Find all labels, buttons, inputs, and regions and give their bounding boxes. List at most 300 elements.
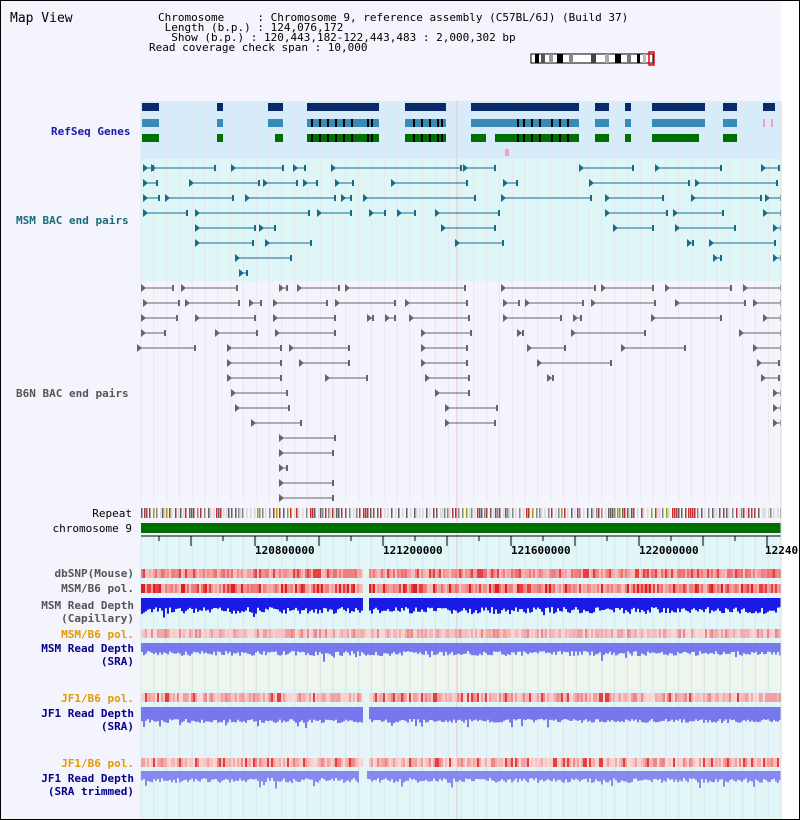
polymorphism-cell	[377, 584, 379, 593]
polymorphism-cell	[337, 629, 339, 638]
polymorphism-cell	[683, 569, 685, 578]
bac-end	[494, 165, 496, 171]
polymorphism-cell	[647, 569, 649, 578]
polymorphism-cell	[305, 758, 307, 767]
polymorphism-cell	[697, 693, 699, 702]
bac-end	[564, 345, 566, 351]
read-depth-bar	[175, 643, 177, 654]
polymorphism-cell	[603, 693, 605, 702]
polymorphism-cell	[557, 569, 559, 578]
read-depth-bar	[301, 707, 303, 720]
b6n-bac-label[interactable]: B6N BAC end pairs	[16, 387, 129, 400]
read-depth-bar	[215, 643, 217, 655]
read-depth-bar	[765, 598, 767, 613]
read-depth-bar	[443, 707, 445, 722]
polymorphism-cell	[683, 758, 685, 767]
msm-b6-pol-label[interactable]: MSM/B6 pol.	[61, 582, 134, 595]
jf1-trim-depth-label[interactable]: JF1 Read Depth	[41, 772, 134, 785]
polymorphism-cell	[663, 584, 665, 593]
read-depth-bar	[689, 643, 691, 654]
polymorphism-cell	[191, 629, 193, 638]
repeat-mark	[349, 508, 351, 518]
read-depth-bar	[273, 643, 275, 652]
gene-exon	[625, 119, 631, 127]
read-depth-bar	[377, 707, 379, 720]
read-depth-bar	[613, 707, 615, 721]
read-depth-bar	[457, 771, 459, 782]
repeat-mark	[414, 508, 416, 518]
repeat-mark	[539, 508, 541, 518]
read-depth-bar	[621, 707, 623, 721]
read-depth-bar	[169, 707, 171, 719]
polymorphism-cell	[489, 629, 491, 638]
read-depth-bar	[751, 771, 753, 781]
read-depth-bar	[397, 707, 399, 722]
read-depth-bar	[185, 707, 187, 719]
repeat-mark	[551, 508, 553, 518]
repeat-mark	[736, 508, 738, 518]
polymorphism-cell	[511, 693, 513, 702]
polymorphism-cell	[411, 569, 413, 578]
polymorphism-cell	[723, 693, 725, 702]
bac-end	[582, 300, 584, 306]
polymorphism-cell	[635, 569, 637, 578]
bac-end	[474, 195, 476, 201]
bac-end	[310, 240, 312, 246]
read-depth-bar	[425, 771, 427, 780]
polymorphism-cell	[581, 693, 583, 702]
read-depth-bar	[667, 707, 669, 722]
read-depth-bar	[443, 643, 445, 656]
exon-tick	[413, 134, 415, 142]
repeat-mark	[777, 508, 779, 518]
polymorphism-cell	[441, 629, 443, 638]
polymorphism-cell	[489, 693, 491, 702]
read-depth-bar	[143, 598, 145, 613]
polymorphism-cell	[355, 584, 357, 593]
polymorphism-cell	[385, 629, 387, 638]
polymorphism-cell	[535, 758, 537, 767]
repeat-mark	[259, 508, 261, 518]
read-depth-bar	[437, 598, 439, 608]
polymorphism-cell	[395, 584, 397, 593]
read-depth-bar	[569, 598, 571, 613]
polymorphism-cell	[249, 693, 251, 702]
jf1-b6-pol-label[interactable]: JF1/B6 pol.	[61, 692, 134, 705]
read-depth-bar	[767, 707, 769, 719]
read-depth-bar	[483, 598, 485, 611]
polymorphism-cell	[743, 584, 745, 593]
read-depth-bar	[451, 643, 453, 652]
polymorphism-cell	[171, 569, 173, 578]
polymorphism-cell	[577, 758, 579, 767]
polymorphism-cell	[239, 758, 241, 767]
polymorphism-cell	[601, 569, 603, 578]
read-depth-bar	[573, 643, 575, 656]
polymorphism-cell	[151, 569, 153, 578]
polymorphism-cell	[609, 569, 611, 578]
read-depth-bar	[393, 707, 395, 723]
read-depth-bar	[227, 598, 229, 608]
polymorphism-cell	[501, 758, 503, 767]
jf1-depth-label[interactable]: JF1 Read Depth	[41, 707, 134, 720]
repeat-mark	[622, 508, 624, 518]
polymorphism-cell	[561, 569, 563, 578]
polymorphism-cell	[455, 584, 457, 593]
read-depth-bar	[667, 771, 669, 778]
polymorphism-cell	[685, 758, 687, 767]
polymorphism-cell	[285, 584, 287, 593]
polymorphism-cell	[425, 569, 427, 578]
repeat-mark	[690, 508, 692, 518]
polymorphism-cell	[705, 569, 707, 578]
read-depth-bar	[645, 707, 647, 723]
read-depth-bar	[527, 643, 529, 654]
polymorphism-cell	[557, 584, 559, 593]
polymorphism-cell	[673, 758, 675, 767]
repeat-mark	[353, 508, 355, 518]
read-depth-bar	[155, 643, 157, 653]
bac-end	[744, 300, 746, 306]
read-depth-bar	[253, 598, 255, 617]
polymorphism-cell	[321, 693, 323, 702]
polymorphism-cell	[197, 569, 199, 578]
gene-exon	[652, 134, 699, 142]
bac-end	[692, 240, 694, 246]
repeat-mark	[541, 508, 543, 518]
polymorphism-cell	[615, 693, 617, 702]
polymorphism-cell	[175, 584, 177, 593]
repeat-mark	[712, 508, 714, 518]
polymorphism-cell	[357, 584, 359, 593]
read-depth-bar	[489, 643, 491, 655]
repeat-mark	[708, 508, 710, 518]
read-depth-bar	[251, 643, 253, 656]
read-depth-bar	[635, 771, 637, 779]
read-depth-bar	[151, 598, 153, 612]
read-depth-bar	[433, 598, 435, 611]
polymorphism-cell	[197, 758, 199, 767]
read-depth-bar	[579, 707, 581, 720]
polymorphism-cell	[393, 629, 395, 638]
polymorphism-cell	[651, 629, 653, 638]
read-depth-bar	[659, 707, 661, 721]
polymorphism-cell	[541, 693, 543, 702]
read-depth-bar	[543, 771, 545, 781]
repeat-mark	[200, 508, 202, 518]
polymorphism-cell	[657, 629, 659, 638]
gene-exon	[268, 103, 283, 111]
polymorphism-cell	[315, 569, 317, 578]
show-info: Show (b.p.) : 120,443,182-122,443,483 : 2,000,302 bp	[158, 31, 516, 44]
polymorphism-cell	[711, 693, 713, 702]
read-depth-bar	[591, 771, 593, 783]
read-depth-bar	[719, 707, 721, 719]
polymorphism-cell	[269, 584, 271, 593]
read-depth-bar	[513, 771, 515, 781]
polymorphism-cell	[259, 693, 261, 702]
polymorphism-cell	[313, 584, 315, 593]
read-depth-bar	[237, 771, 239, 781]
read-depth-bar	[353, 643, 355, 654]
read-depth-bar	[719, 643, 721, 655]
read-depth-bar	[727, 771, 729, 782]
bac-end	[552, 375, 554, 381]
polymorphism-cell	[515, 569, 517, 578]
repeat-mark	[701, 508, 703, 518]
polymorphism-cell	[541, 569, 543, 578]
read-depth-bar	[277, 707, 279, 722]
read-depth-bar	[371, 707, 373, 722]
repeat-mark	[647, 508, 649, 518]
bac-end	[776, 180, 778, 186]
read-depth-bar	[283, 598, 285, 610]
repeat-mark	[426, 508, 428, 518]
polymorphism-cell	[555, 693, 557, 702]
polymorphism-cell	[413, 569, 415, 578]
read-depth-bar	[515, 771, 517, 779]
polymorphism-cell	[325, 569, 327, 578]
jf1-b6-pol-trim-label[interactable]: JF1/B6 pol.	[61, 757, 134, 770]
polymorphism-cell	[379, 693, 381, 702]
polymorphism-cell	[369, 584, 371, 593]
polymorphism-cell	[205, 569, 207, 578]
read-depth-bar	[515, 707, 517, 720]
read-depth-bar	[229, 643, 231, 652]
msm-b6-pol-sra-label[interactable]: MSM/B6 pol.	[61, 628, 134, 641]
polymorphism-cell	[147, 584, 149, 593]
read-depth-bar	[341, 643, 343, 656]
read-depth-bar	[715, 771, 717, 779]
bac-end	[254, 225, 256, 231]
polymorphism-cell	[285, 629, 287, 638]
read-depth-bar	[661, 598, 663, 612]
repeat-mark	[257, 508, 259, 518]
polymorphism-cell	[537, 629, 539, 638]
polymorphism-cell	[565, 569, 567, 578]
refseq-genes-label[interactable]: RefSeq Genes	[51, 125, 131, 138]
polymorphism-cell	[663, 629, 665, 638]
polymorphism-cell	[733, 569, 735, 578]
polymorphism-cell	[685, 629, 687, 638]
polymorphism-cell	[497, 569, 499, 578]
polymorphism-cell	[739, 758, 741, 767]
repeat-mark	[402, 508, 404, 518]
polymorphism-cell	[573, 758, 575, 767]
bac-end	[236, 285, 238, 291]
read-depth-bar	[709, 598, 711, 613]
polymorphism-cell	[393, 584, 395, 593]
read-depth-bar	[189, 598, 191, 608]
read-depth-bar	[301, 771, 303, 780]
polymorphism-cell	[567, 693, 569, 702]
polymorphism-cell	[757, 584, 759, 593]
polymorphism-cell	[599, 758, 601, 767]
read-depth-bar	[705, 598, 707, 609]
repeat-mark	[685, 508, 687, 518]
exon-tick	[523, 119, 525, 127]
polymorphism-cell	[569, 629, 571, 638]
read-depth-bar	[477, 707, 479, 721]
read-depth-bar	[727, 707, 729, 723]
polymorphism-cell	[533, 584, 535, 593]
gene-exon	[142, 103, 159, 111]
jf1-trim-depth-sub-label: (SRA trimmed)	[47, 785, 134, 798]
polymorphism-cell	[273, 693, 275, 702]
polymorphism-cell	[699, 584, 701, 593]
read-depth-bar	[705, 707, 707, 720]
polymorphism-cell	[351, 758, 353, 767]
polymorphism-cell	[563, 758, 565, 767]
repeat-mark	[231, 508, 233, 518]
polymorphism-cell	[447, 693, 449, 702]
read-depth-bar	[247, 598, 249, 607]
read-depth-bar	[397, 643, 399, 654]
read-depth-bar	[353, 771, 355, 778]
polymorphism-cell	[707, 584, 709, 593]
polymorphism-cell	[263, 569, 265, 578]
read-depth-bar	[641, 643, 643, 653]
read-depth-bar	[215, 598, 217, 608]
polymorphism-cell	[199, 693, 201, 702]
polymorphism-cell	[621, 758, 623, 767]
polymorphism-cell	[493, 569, 495, 578]
polymorphism-cell	[251, 584, 253, 593]
read-depth-bar	[559, 771, 561, 780]
repeat-mark	[180, 508, 182, 518]
polymorphism-cell	[325, 584, 327, 593]
polymorphism-cell	[695, 758, 697, 767]
read-depth-bar	[329, 643, 331, 654]
polymorphism-cell	[353, 584, 355, 593]
repeat-mark	[370, 508, 372, 518]
polymorphism-cell	[491, 758, 493, 767]
read-depth-bar	[449, 771, 451, 783]
read-depth-bar	[405, 598, 407, 607]
polymorphism-cell	[577, 629, 579, 638]
read-depth-bar	[541, 643, 543, 651]
read-depth-bar	[181, 643, 183, 656]
polymorphism-cell	[331, 758, 333, 767]
read-depth-bar	[579, 643, 581, 652]
polymorphism-cell	[351, 629, 353, 638]
read-depth-bar	[175, 707, 177, 719]
read-depth-bar	[477, 598, 479, 613]
read-depth-bar	[729, 643, 731, 654]
polymorphism-cell	[677, 758, 679, 767]
polymorphism-cell	[403, 758, 405, 767]
polymorphism-cell	[719, 569, 721, 578]
polymorphism-cell	[323, 758, 325, 767]
read-depth-bar	[157, 771, 159, 779]
polymorphism-cell	[573, 629, 575, 638]
polymorphism-cell	[541, 584, 543, 593]
msm-bac-label[interactable]: MSM BAC end pairs	[16, 214, 129, 227]
polymorphism-cell	[415, 569, 417, 578]
polymorphism-cell	[467, 693, 469, 702]
read-depth-bar	[389, 707, 391, 723]
polymorphism-cell	[711, 758, 713, 767]
read-depth-bar	[725, 643, 727, 654]
read-depth-bar	[233, 643, 235, 653]
read-depth-bar	[223, 598, 225, 611]
read-depth-bar	[289, 643, 291, 653]
polymorphism-cell	[193, 758, 195, 767]
polymorphism-cell	[247, 693, 249, 702]
polymorphism-cell	[691, 569, 693, 578]
read-depth-bar	[495, 643, 497, 652]
dbsnp-label[interactable]: dbSNP(Mouse)	[54, 567, 134, 580]
exon-tick	[335, 134, 337, 142]
read-depth-bar	[211, 643, 213, 655]
read-depth-bar	[347, 643, 349, 653]
read-depth-bar	[173, 598, 175, 612]
polymorphism-cell	[331, 569, 333, 578]
polymorphism-cell	[275, 584, 277, 593]
ideogram-band	[541, 54, 545, 63]
read-depth-bar	[547, 707, 549, 727]
repeat-mark	[178, 508, 180, 518]
read-depth-bar	[621, 771, 623, 780]
msm-depth-capillary-label[interactable]: MSM Read Depth	[41, 599, 134, 612]
polymorphism-cell	[759, 584, 761, 593]
read-depth-bar	[391, 707, 393, 726]
polymorphism-cell	[201, 629, 203, 638]
read-depth-bar	[421, 707, 423, 727]
polymorphism-cell	[693, 569, 695, 578]
polymorphism-cell	[241, 629, 243, 638]
polymorphism-cell	[523, 584, 525, 593]
polymorphism-cell	[557, 758, 559, 767]
exon-tick	[351, 134, 353, 142]
polymorphism-cell	[281, 569, 283, 578]
polymorphism-cell	[637, 693, 639, 702]
polymorphism-cell	[189, 569, 191, 578]
repeat-mark	[564, 508, 566, 518]
polymorphism-cell	[639, 693, 641, 702]
polymorphism-cell	[589, 584, 591, 593]
polymorphism-cell	[179, 758, 181, 767]
polymorphism-cell	[525, 584, 527, 593]
read-depth-bar	[531, 707, 533, 720]
polymorphism-cell	[649, 693, 651, 702]
polymorphism-cell	[357, 629, 359, 638]
read-depth-bar	[501, 643, 503, 654]
bac-end	[348, 360, 350, 366]
polymorphism-cell	[327, 693, 329, 702]
polymorphism-cell	[143, 584, 145, 593]
read-depth-bar	[407, 643, 409, 651]
read-depth-bar	[671, 643, 673, 654]
polymorphism-cell	[175, 693, 177, 702]
read-depth-bar	[629, 643, 631, 653]
polymorphism-cell	[407, 629, 409, 638]
read-depth-bar	[557, 643, 559, 652]
read-depth-bar	[587, 771, 589, 782]
polymorphism-cell	[597, 693, 599, 702]
polymorphism-cell	[719, 758, 721, 767]
gene-exon	[652, 103, 705, 111]
read-depth-bar	[357, 771, 359, 783]
read-depth-bar	[471, 707, 473, 721]
repeat-mark	[519, 508, 521, 518]
read-depth-bar	[735, 598, 737, 608]
polymorphism-cell	[239, 569, 241, 578]
read-depth-bar	[161, 643, 163, 655]
polymorphism-cell	[475, 629, 477, 638]
msm-depth-sra-label[interactable]: MSM Read Depth	[41, 642, 134, 655]
repeat-mark	[228, 508, 230, 518]
